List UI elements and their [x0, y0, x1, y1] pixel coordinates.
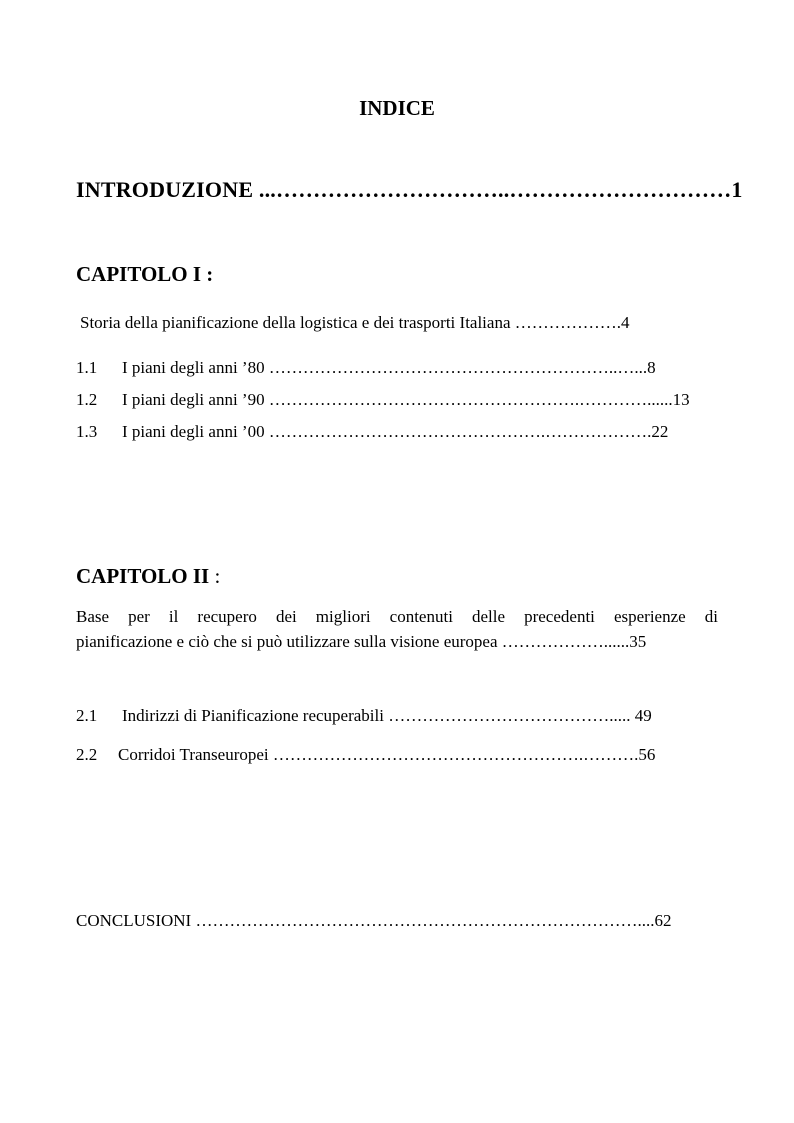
toc-entry-2-2: [76, 745, 655, 765]
toc-entry-conclusion: CONCLUSIONI ……………………………………………………………………....62: [76, 911, 672, 930]
toc-entry-2-1: [76, 706, 652, 726]
page-title: INDICE: [359, 96, 435, 120]
section-number: 2.2: [76, 745, 98, 764]
section-number: 2.1: [76, 706, 98, 725]
chapter-2-subtitle-line-1: Base per il recupero dei migliori contenuti delle precedenti esperienze di: [76, 607, 718, 626]
chapter-2-subtitle: [76, 604, 718, 654]
section-title: I piani degli anni ’80 ……………………………………………………..…...8: [122, 358, 656, 377]
chapter-1-heading: CAPITOLO I :: [76, 262, 214, 286]
section-number: 1.1: [76, 358, 98, 377]
section-title: Indirizzi di Pianificazione recuperabili …………………………………..... 49: [122, 706, 652, 725]
toc-entry-1-3: [76, 422, 668, 442]
chapter-2-heading-colon: :: [209, 564, 221, 588]
section-title: Corridoi Transeuropei ……………………………………………….……….56: [118, 745, 656, 764]
toc-entry-1-2: [76, 390, 690, 410]
section-number: 1.2: [76, 390, 98, 409]
section-title: I piani degli anni ’00 ………………………………………….……………….22: [122, 422, 669, 441]
chapter-1-subtitle: Storia della pianificazione della logistica e dei trasporti Italiana ……………….4: [80, 313, 630, 332]
toc-entry-introduction: INTRODUZIONE ...…………………………..…………………………1: [76, 177, 743, 202]
chapter-2-heading: [76, 564, 220, 589]
toc-entry-1-1: [76, 358, 656, 378]
section-number: 1.3: [76, 422, 98, 441]
chapter-2-subtitle-line-2: pianificazione e ciò che si può utilizzare sulla visione europea ………………......35: [76, 632, 647, 651]
chapter-2-heading-text: CAPITOLO II: [76, 564, 210, 588]
section-title: I piani degli anni ’90 ……………………………………………….…………......13: [122, 390, 690, 409]
